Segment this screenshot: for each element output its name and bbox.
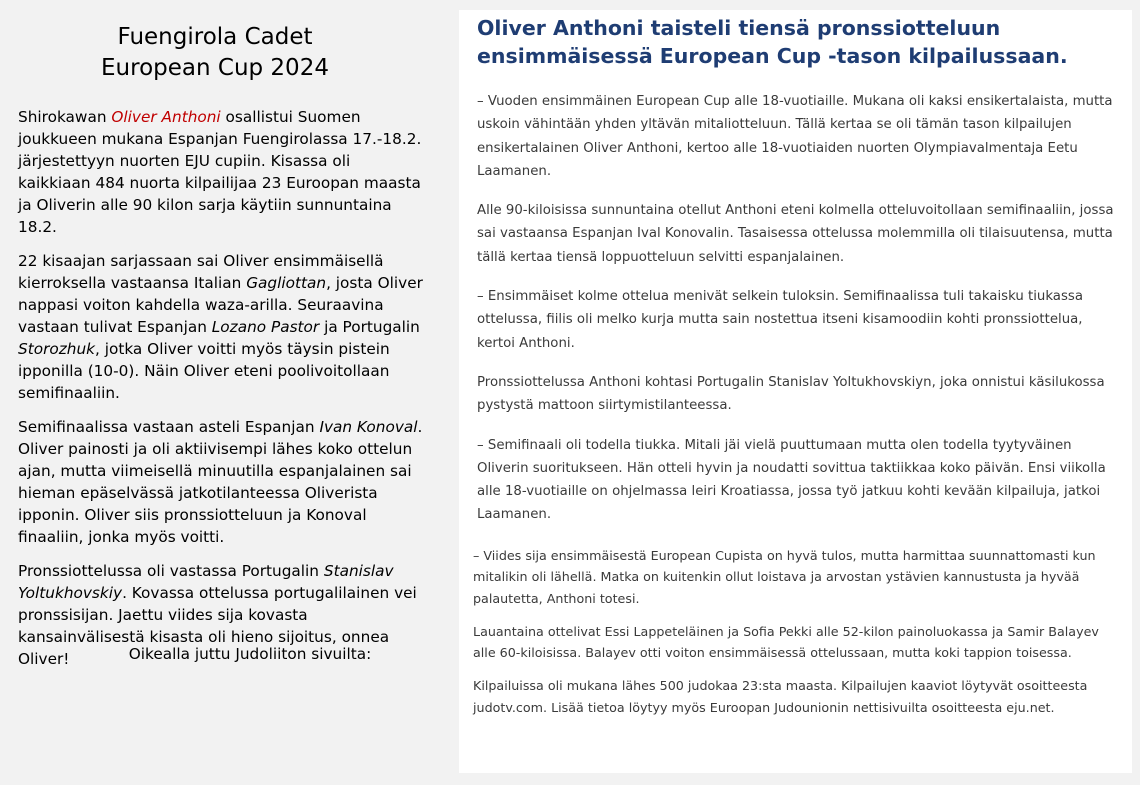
paragraph-1 [18,106,423,238]
left-column [0,0,440,785]
paragraph-2 [18,250,423,404]
title-line-1: Fuengirola Cadet [117,24,313,50]
article-top-panel [459,10,1132,535]
athlete-name: Oliver Anthoni [111,108,221,126]
paragraph-3 [18,416,423,548]
article-body [477,90,1117,543]
source-credit: Oikealla juttu Judoliiton sivuilta: [128,645,372,663]
text: . Kovassa ottelussa portugalilainen vei pronssisijan. Jaettu viides sija kovasta kansainvälisestä kisasta oli hieno sijoitus, onnea Oliver! [18,584,417,668]
article-body-continued [473,545,1123,730]
opponent-name: Storozhuk [18,340,95,358]
text: osallistui Suomen joukkueen mukana Espanjan Fuengirolassa 17.-18.2. järjestettyyn nuorten EJU cupiin. Kisassa oli kaikkiaan 484 nuorta kilpailijaa 23 Euroopan maasta ja Oliverin alle 90 kilon sarja käytiin sunnuntaina 18.2. [18,108,422,236]
article-paragraph: Lauantaina ottelivat Essi Lappeteläinen ja Sofia Pekki alle 52-kilon painoluokassa ja Samir Balayev alle 60-kiloisissa. Balayev otti voiton ensimmäisessä ottelussaan, mutta koki tappion toisessa. [473,623,1099,661]
article-paragraph: – Viides sija ensimmäisestä European Cupista on hyvä tulos, mutta harmittaa suunnattomasti kun mitalikin oli lähellä. Matka on kuitenkin ollut loistava ja arvostan ystävien kannustusta ja hyvää palautetta, Anthoni totesi. [473,548,1096,606]
opponent-name: Stanislav Yoltukhovskiy [18,562,394,602]
article-paragraph: – Vuoden ensimmäinen European Cup alle 18-vuotiaille. Mukana oli kaksi ensikertalaista, mutta uskoin vähintään yhden yltävän mitaliotteluun. Tällä kertaa se oli tämän tason kilpailujen ensikertalainen Oliver Anthoni, kertoo alle 18-vuotiaiden nuorten Olympiavalmentaja Eetu Laamanen. [477,94,1113,179]
article-bottom-panel [459,541,1132,773]
opponent-name: Lozano Pastor [211,318,320,336]
opponent-name: Ivan Konoval [319,418,418,436]
text: Pronssiottelussa oli vastassa Portugalin [18,562,324,580]
article-paragraph: – Semifinaali oli todella tiukka. Mitali jäi vielä puuttumaan mutta olen todella tyytyväinen Oliverin suoritukseen. Hän otteli hyvin ja noudatti sovittua taktiikkaa koko päivän. Ensi viikolla alle 18-vuotiaille on ohjelmassa leiri Kroatiassa, jossa työ jatkuu kohti kevään kilpailuja, jatkoi Laamanen. [477,437,1106,523]
page-title [0,22,430,84]
left-article [18,106,423,682]
article-paragraph: Kilpailuissa oli mukana lähes 500 judokaa 23:sta maasta. Kilpailujen kaaviot löytyvät osoitteesta judotv.com. Lisää tietoa löytyy myös Euroopan Judounionin nettisivuilta osoitteesta eju.net. [473,678,1088,715]
text: 22 kisaajan sarjassaan sai Oliver ensimmäisellä kierroksella vastaansa Italian [18,252,384,292]
article-paragraph: Pronssiottelussa Anthoni kohtasi Portugalin Stanislav Yoltukhovskiyn, joka onnistui käsilukossa pystystä mattoon siirtymistilanteessa. [477,374,1105,414]
opponent-name: Gagliottan [246,274,327,292]
article-headline: Oliver Anthoni taisteli tiensä pronssiotteluun ensimmäisessä European Cup -tason kilpailussaan. [477,16,1068,68]
text: Shirokawan [18,108,112,126]
article-paragraph: – Ensimmäiset kolme ottelua menivät selkein tuloksin. Semifinaalissa tuli takaisku tiukassa ottelussa, fiilis oli melko kurja mutta sain nostettua itseni kisamoodiin kohti pronssiottelua, kertoi Anthoni. [477,289,1083,351]
text: ja Portugalin [319,318,420,336]
text: , jotka Oliver voitti myös täysin pistein ipponilla (10-0). Näin Oliver eteni poolivoitollaan semifinaaliin. [18,340,390,402]
title-line-2: European Cup 2024 [101,55,329,81]
article-screenshot [459,10,1132,773]
article-paragraph: Alle 90-kiloisissa sunnuntaina otellut Anthoni eteni kolmella otteluvoitollaan semifinaaliin, jossa sai vastaansa Espanjan Ival Konovalin. Tasaisessa ottelussa molemmilla oli tilaisuutensa, mutta tällä kertaa tiensä loppuotteluun selvitti espanjalainen. [477,203,1114,265]
text: , josta Oliver nappasi voiton kahdella waza-arilla. Seuraavina vastaan tulivat Espanjan [18,274,423,336]
text: Semifinaalissa vastaan asteli Espanjan [18,418,320,436]
text: . Oliver painosti ja oli aktiivisempi lähes koko ottelun ajan, mutta viimeisellä minuutilla espanjalainen sai hieman epäselvässä jatkotilanteessa Oliverista ipponin. Oliver siis pronssiotteluun ja Konoval finaaliin, jonka myös voitti. [18,418,423,546]
